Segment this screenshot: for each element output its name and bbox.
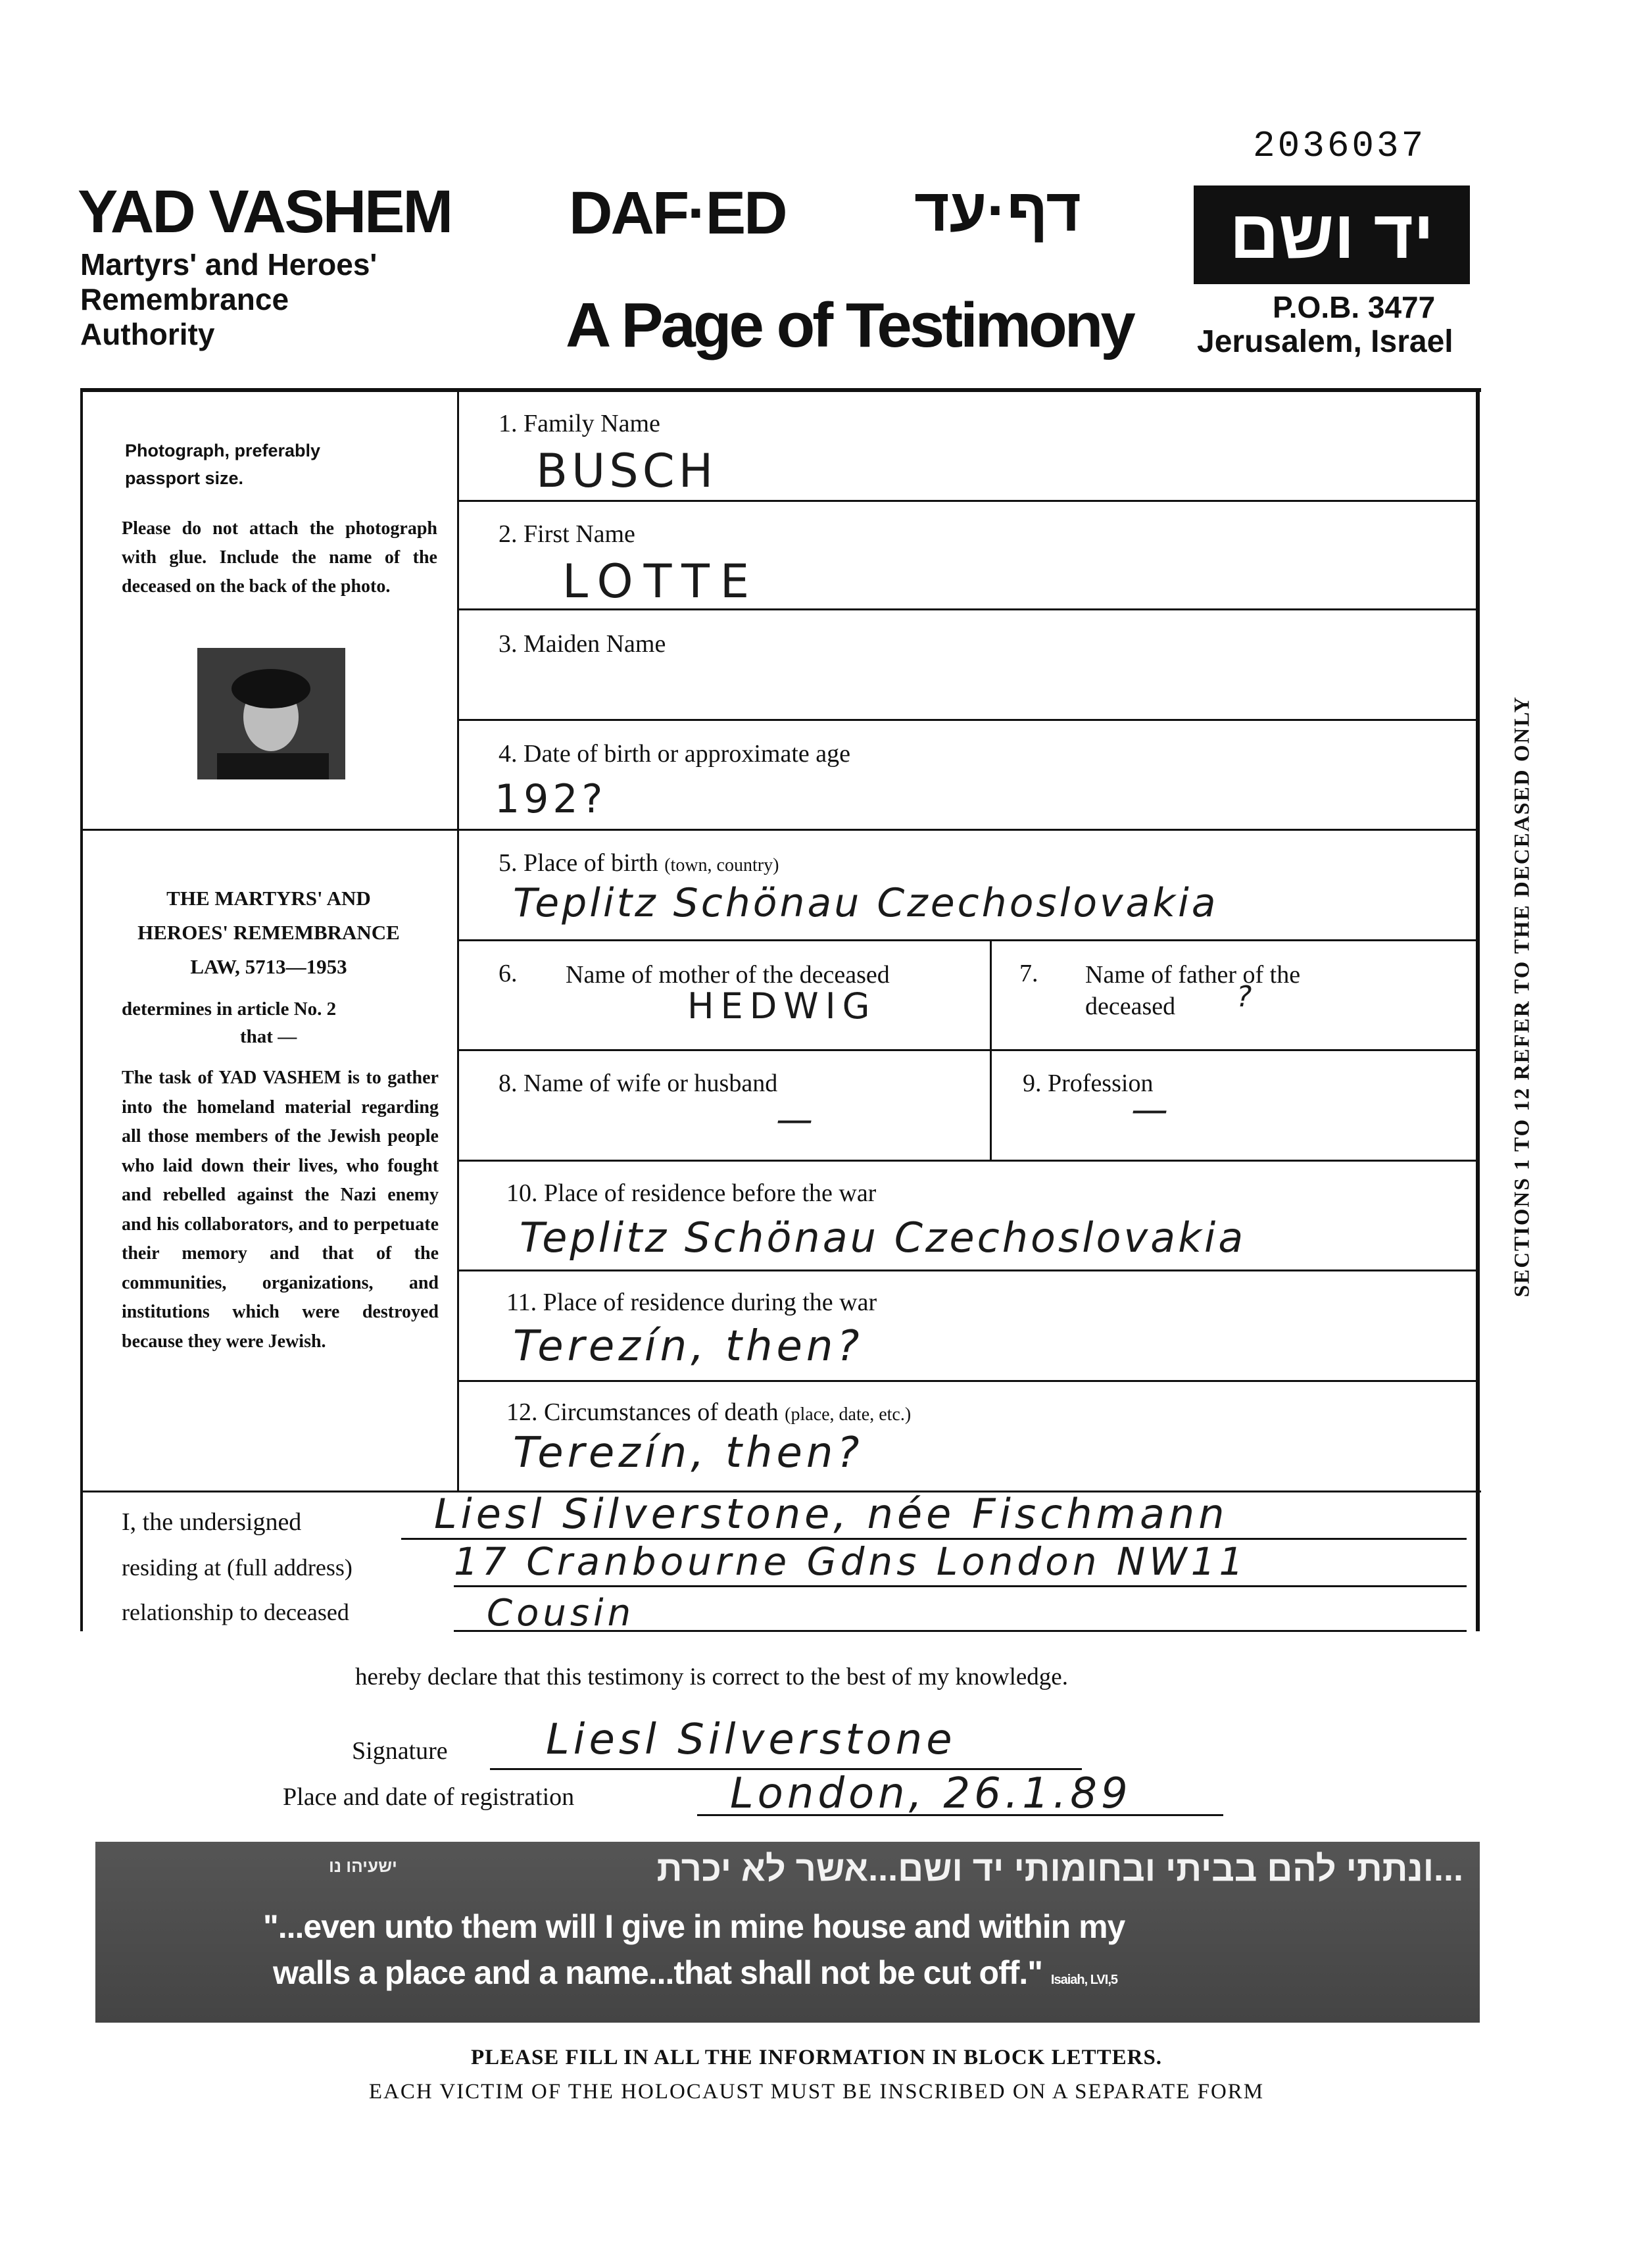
field-2-label: 2. First Name bbox=[499, 520, 635, 548]
field-7-value[interactable]: ? bbox=[1236, 980, 1256, 1014]
signature-label: Signature bbox=[352, 1737, 448, 1765]
photo-instructions: Please do not attach the photograph with glue. Include the name of the deceased on the back of the photo. bbox=[122, 518, 437, 597]
field-12-value[interactable]: Terezín, then? bbox=[513, 1429, 864, 1477]
portrait-image bbox=[197, 648, 345, 779]
undersigned-label: I, the undersigned bbox=[122, 1508, 302, 1536]
org-subtitle-1: Martyrs' and Heroes' bbox=[80, 247, 378, 282]
field-10-value[interactable]: Teplitz Schönau Czechoslovakia bbox=[520, 1214, 1246, 1262]
field-6-number: 6. bbox=[499, 960, 518, 987]
field-4-label: 4. Date of birth or approximate age bbox=[499, 740, 850, 768]
logo-hebrew-text: יד ושם bbox=[1229, 196, 1434, 273]
org-subtitle-3: Authority bbox=[80, 317, 215, 351]
law-body: The task of YAD VASHEM is to gather into the homeland material regarding all those members of the Jewish people who laid down their lives, who fought and rebelled against the Nazi enemy and his collaborators, and to perpetuate their memory and that of the communities, organizations, and institutions which were destroyed because they were Jewish. bbox=[122, 1068, 439, 1352]
field-6-label: Name of mother of the deceased bbox=[566, 961, 890, 989]
daf-ed-title: DAF·ED bbox=[569, 180, 786, 247]
law-heading-2: HEROES' REMEMBRANCE bbox=[137, 921, 400, 944]
photo-label-2: passport size. bbox=[125, 468, 244, 488]
address-value[interactable]: 17 Cranbourne Gdns London NW11 bbox=[454, 1539, 1248, 1584]
law-heading-3: LAW, 5713—1953 bbox=[190, 955, 347, 978]
footer-line-1: PLEASE FILL IN ALL THE INFORMATION IN BLOCK LETTERS. bbox=[470, 2046, 1163, 2069]
field-8-label: 8. Name of wife or husband bbox=[499, 1070, 778, 1097]
serial-number: 2036037 bbox=[1253, 125, 1426, 167]
banner-quote-line-1: "...even unto them will I give in mine house and within my bbox=[263, 1908, 1125, 1945]
org-name: YAD VASHEM bbox=[78, 178, 452, 245]
field-5-label bbox=[499, 849, 779, 877]
field-4-value[interactable]: 192? bbox=[495, 776, 607, 822]
field-9-value[interactable]: — bbox=[1131, 1089, 1172, 1131]
footer-line-2: EACH VICTIM OF THE HOLOCAUST MUST BE INSCRIBED ON A SEPARATE FORM bbox=[368, 2080, 1265, 2104]
field-7-label: Name of father of the deceased bbox=[1085, 961, 1301, 1020]
law-that: that — bbox=[240, 1026, 297, 1047]
place-date-value[interactable]: London, 26.1.89 bbox=[730, 1769, 1132, 1818]
field-2-value[interactable]: LOTTE bbox=[562, 555, 760, 608]
field-9-label: 9. Profession bbox=[1023, 1070, 1154, 1097]
relationship-label: relationship to deceased bbox=[122, 1599, 349, 1625]
field-11-label: 11. Place of residence during the war bbox=[506, 1289, 877, 1316]
page-title: A Page of Testimony bbox=[566, 290, 1133, 360]
field-10-label: 10. Place of residence before the war bbox=[506, 1179, 877, 1207]
law-determines: determines in article No. 2 bbox=[122, 998, 337, 1020]
field-5-label-note: (town, country) bbox=[664, 855, 779, 875]
sections-side-note: SECTIONS 1 TO 12 REFER TO THE DECEASED ONLY bbox=[1510, 695, 1534, 1298]
declaration-text: hereby declare that this testimony is correct to the best of my knowledge. bbox=[355, 1664, 1068, 1690]
banner-quote-line-2 bbox=[273, 1954, 1117, 1992]
address-label-text: residing at (full address) bbox=[122, 1554, 353, 1581]
org-subtitle-2: Remembrance bbox=[80, 282, 289, 316]
field-5-label-text: 5. Place of birth bbox=[499, 849, 658, 877]
deceased-photo bbox=[197, 648, 345, 779]
field-7-number: 7. bbox=[1019, 960, 1038, 987]
signature-value[interactable]: Liesl Silverstone bbox=[546, 1715, 956, 1764]
field-8-value[interactable]: — bbox=[776, 1098, 817, 1141]
banner-hebrew-ref: ישעיהו נו bbox=[329, 1856, 397, 1876]
field-11-value[interactable]: Terezín, then? bbox=[513, 1322, 864, 1371]
city: Jerusalem, Israel bbox=[1197, 324, 1453, 359]
field-6-value[interactable]: HEDWIG bbox=[687, 985, 877, 1027]
law-heading-1: THE MARTYRS' AND bbox=[166, 887, 371, 910]
banner-quote-ref: Isaiah, LVI,5 bbox=[1050, 1973, 1118, 1987]
pob: P.O.B. 3477 bbox=[1273, 290, 1436, 324]
field-3-label: 3. Maiden Name bbox=[499, 630, 666, 658]
undersigned-value[interactable]: Liesl Silverstone, née Fischmann bbox=[434, 1490, 1229, 1538]
field-5-value[interactable]: Teplitz Schönau Czechoslovakia bbox=[513, 880, 1219, 926]
field-12-label-text: 12. Circumstances of death bbox=[506, 1398, 779, 1426]
address-label bbox=[122, 1554, 353, 1581]
quote-banner bbox=[95, 1842, 1480, 2023]
photo-label-1: Photograph, preferably bbox=[125, 441, 321, 460]
field-12-label bbox=[506, 1398, 911, 1427]
yad-vashem-logo bbox=[1194, 185, 1470, 284]
banner-quote-line-2-text: walls a place and a name...that shall not be cut off." bbox=[273, 1954, 1042, 1991]
relationship-value[interactable]: Cousin bbox=[487, 1592, 635, 1635]
field-1-label: 1. Family Name bbox=[499, 410, 660, 437]
banner-hebrew: ...ונתתי להם בביתי ובחומותי יד ושם...אשר לא יכרת bbox=[656, 1849, 1463, 1888]
field-12-label-note: (place, date, etc.) bbox=[785, 1404, 912, 1425]
field-1-value[interactable]: BUSCH bbox=[536, 444, 718, 498]
daf-ed-hebrew: דף·עד bbox=[914, 177, 1081, 244]
place-date-label: Place and date of registration bbox=[283, 1783, 575, 1811]
